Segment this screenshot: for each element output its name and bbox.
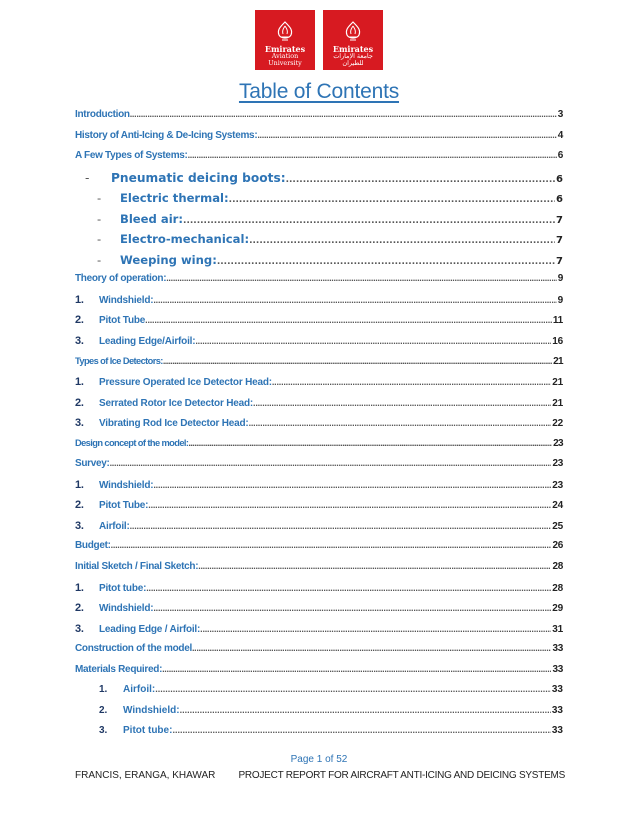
logo-brand: Emirates [264,44,306,54]
toc-entry[interactable] [75,294,563,315]
toc-entry-page: 31 [552,623,563,635]
toc-entry-page: 23 [553,437,563,449]
toc-leader-dots [180,705,551,715]
toc-entry-label: Initial Sketch / Final Sketch: [75,561,199,573]
logo-subtitle: Aviation University [268,52,302,67]
toc-leader-dots [172,725,550,735]
toc-entry[interactable] [75,540,563,561]
toc-entry-page: 4 [557,129,563,141]
toc-number: 3. [99,725,108,737]
toc-entry-label: Budget: [75,540,111,552]
toc-entry-label: Pressure Operated Ice Detector Head: [99,377,272,389]
toc-entry-page: 21 [552,397,563,409]
toc-entry-page: 9 [557,273,563,285]
toc-bullet: - [97,191,102,206]
toc-entry-label: Electro-mechanical: [120,232,250,247]
toc-entry-page: 11 [552,315,563,327]
toc-number: 1. [75,376,84,389]
toc-entry[interactable] [75,520,563,541]
toc-entry-label: History of Anti-Icing & De-Icing Systems: [75,129,258,141]
toc-entry-label: Survey: [75,458,110,470]
toc-entry[interactable] [75,376,563,397]
toc-entry[interactable] [75,623,563,644]
toc-leader-dots [163,356,552,366]
toc-leader-dots [146,583,551,593]
toc-leader-dots [272,377,551,387]
toc-leader-dots [130,521,552,531]
toc-entry[interactable] [75,643,563,664]
toc-entry-label: Pitot Tube: [99,500,149,512]
toc-leader-dots [257,130,556,140]
emirates-aviation-university-arabic-logo [323,10,383,70]
toc-entry-label: Airfoil: [123,684,156,696]
toc-entry-page: 33 [552,663,563,675]
toc-entry-page: 6 [556,173,563,185]
toc-entry-page: 25 [552,520,563,532]
toc-leader-dots [200,624,551,634]
toc-leader-dots [253,398,551,408]
toc-number: 2. [75,602,84,615]
toc-number: 1. [75,478,84,491]
university-logos [0,10,638,70]
toc-entry-page: 22 [552,418,563,430]
toc-entry[interactable] [75,458,563,479]
toc-entry-label: Electric thermal: [120,191,229,206]
toc-entry-label: Vibrating Rod Ice Detector Head: [99,418,249,430]
toc-entry-page: 26 [552,540,563,552]
toc-entry[interactable] [75,253,563,274]
toc-entry-label: Weeping wing: [120,252,217,267]
toc-entry-page: 23 [552,458,563,470]
toc-bullet: - [97,232,102,247]
toc-entry-label: Leading Edge/Airfoil: [99,336,196,348]
toc-entry-label: Windshield: [99,294,154,306]
toc-entry-page: 33 [551,704,563,716]
toc-number: 3. [75,622,84,635]
toc-bullet: - [97,211,102,226]
logo-subtitle-arabic: جامعة الإمارات للطيران [333,52,373,67]
toc-leader-dots [192,643,552,653]
toc-entry-page: 21 [552,377,563,389]
toc-leader-dots [198,561,551,571]
toc-entry-label: Pitot Tube [99,315,146,327]
toc-number: 1. [99,684,108,696]
toc-entry[interactable] [75,212,563,233]
toc-entry-page: 6 [556,194,563,206]
toc-leader-dots [183,216,555,226]
toc-entry[interactable] [75,582,563,603]
toc-entry[interactable] [75,356,563,377]
toc-entry-label: Airfoil: [99,520,130,532]
toc-entry[interactable] [75,664,563,685]
toc-entry-label: Serrated Rotor Ice Detector Head: [99,397,254,409]
toc-entry-label: Bleed air: [120,211,184,226]
toc-entry-page: 33 [552,643,563,655]
toc-entry[interactable] [75,602,563,623]
footer-report-title: PROJECT REPORT FOR AIRCRAFT ANTI-ICING AND DEICING SYSTEMS [238,770,565,781]
toc-entry[interactable] [75,171,563,192]
toc-number: 2. [75,499,84,512]
page-number: Page 1 of 52 [290,754,348,765]
toc-entry-page: 28 [552,561,563,573]
toc-entry[interactable] [75,684,563,705]
toc-entry[interactable] [75,232,563,253]
toc-entry[interactable] [75,273,563,294]
toc-leader-dots [153,295,556,305]
toc-number: 3. [75,417,84,430]
emirates-emblem-icon [341,21,365,43]
toc-entry-page: 7 [556,235,563,247]
toc-leader-dots [153,603,551,613]
toc-entry-page: 7 [556,255,563,267]
toc-bullet: - [97,252,102,267]
toc-entry-page: 23 [552,479,563,491]
toc-entry[interactable] [75,479,563,500]
toc-entry[interactable] [75,417,563,438]
toc-leader-dots [130,109,557,119]
toc-number: 2. [75,396,84,409]
toc-entry-page: 33 [551,684,563,696]
footer-authors: FRANCIS, ERANGA, KHAWAR [75,770,216,781]
toc-entry-label: Windshield: [123,704,180,716]
toc-entry[interactable] [75,438,563,459]
toc-entry[interactable] [75,130,563,151]
toc-number: 3. [75,335,84,348]
toc-leader-dots [162,664,551,674]
toc-bullet: - [85,170,90,185]
toc-entry-label: Materials Required: [75,663,163,675]
toc-leader-dots [111,540,552,550]
toc-entry[interactable] [75,397,563,418]
toc-entry-label: Pitot tube: [99,582,147,594]
toc-entry-label: A Few Types of Systems: [75,150,188,162]
toc-number: 2. [99,704,108,716]
toc-entry-page: 7 [556,214,563,226]
toc-entry-page: 29 [552,603,563,615]
toc-leader-dots [188,438,552,448]
toc-number: 2. [75,314,84,327]
table-of-contents [75,109,563,746]
toc-number: 1. [75,293,84,306]
toc-entry-label: Construction of the model [75,643,192,655]
toc-entry[interactable] [75,499,563,520]
toc-entry-label: Windshield: [99,479,154,491]
toc-leader-dots [110,458,552,468]
toc-entry-label: Introduction [75,109,130,120]
toc-entry-page: 24 [552,500,563,512]
toc-leader-dots [148,500,551,510]
toc-number: 1. [75,581,84,594]
toc-entry[interactable] [75,725,563,746]
toc-leader-dots [166,273,557,283]
toc-entry[interactable] [75,109,563,130]
toc-leader-dots [145,315,552,325]
toc-entry-label: Windshield: [99,603,154,615]
toc-leader-dots [286,175,555,185]
logo-brand: Emirates [332,44,374,54]
toc-entry[interactable] [75,314,563,335]
toc-number: 3. [75,519,84,532]
toc-entry[interactable] [75,191,563,212]
toc-title: Table of Contents [238,80,400,103]
toc-entry-label: Leading Edge / Airfoil: [99,623,201,635]
toc-leader-dots [153,480,551,490]
toc-entry-page: 21 [553,355,563,367]
toc-entry-label: Pneumatic deicing boots: [111,170,286,185]
toc-leader-dots [249,236,555,246]
toc-entry-page: 9 [557,294,563,306]
toc-entry[interactable] [75,561,563,582]
toc-leader-dots [195,336,551,346]
toc-entry-page: 16 [552,336,563,348]
emirates-aviation-university-logo [255,10,315,70]
toc-entry-label: Theory of operation: [75,273,167,285]
toc-entry[interactable] [75,150,563,171]
toc-leader-dots [229,195,555,205]
toc-entry-label: Design concept of the model: [75,437,189,448]
toc-leader-dots [217,257,555,267]
emirates-emblem-icon [273,21,297,43]
toc-entry-label: Types of Ice Detectors: [75,355,163,366]
toc-entry-page: 3 [557,109,563,120]
toc-leader-dots [249,418,552,428]
toc-entry-page: 28 [552,582,563,594]
toc-leader-dots [155,684,551,694]
toc-entry-page: 6 [557,150,563,162]
toc-leader-dots [188,150,557,160]
toc-entry[interactable] [75,705,563,726]
toc-entry[interactable] [75,335,563,356]
toc-entry-label: Pitot tube: [123,725,173,737]
toc-entry-page: 33 [551,725,563,737]
